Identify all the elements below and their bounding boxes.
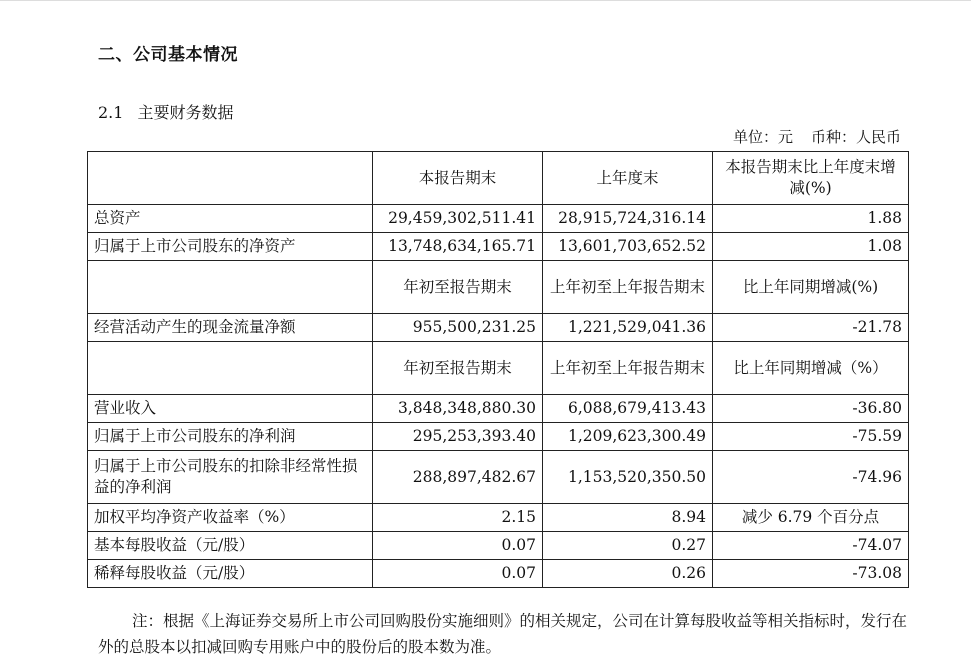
header-cell: 上年初至上年报告期末 — [543, 261, 713, 314]
header-cell: 本报告期末 — [373, 152, 543, 205]
header-empty-cell — [88, 261, 373, 314]
section-title: 二、公司基本情况 — [98, 45, 238, 65]
row-value: -74.07 — [713, 532, 909, 560]
subsection-text: 主要财务数据 — [137, 103, 234, 122]
row-value: 1,209,623,300.49 — [543, 423, 713, 451]
table-row — [88, 532, 909, 560]
header-cell: 上年初至上年报告期末 — [543, 342, 713, 395]
header-row — [88, 261, 909, 314]
row-value: 295,253,393.40 — [373, 423, 543, 451]
row-label: 归属于上市公司股东的净资产 — [88, 233, 373, 261]
table-row — [88, 560, 909, 588]
header-row — [88, 342, 909, 395]
row-value: 0.07 — [373, 560, 543, 588]
subsection-title — [98, 100, 233, 123]
row-value: 1,221,529,041.36 — [543, 314, 713, 342]
row-label: 稀释每股收益（元/股） — [88, 560, 373, 588]
table-row — [88, 205, 909, 233]
row-value: 29,459,302,511.41 — [373, 205, 543, 233]
header-cell: 年初至报告期末 — [373, 342, 543, 395]
row-value: 288,897,482.67 — [373, 451, 543, 504]
row-label: 归属于上市公司股东的净利润 — [88, 423, 373, 451]
header-cell: 比上年同期增减（%） — [713, 342, 909, 395]
header-cell: 上年度末 — [543, 152, 713, 205]
header-cell: 年初至报告期末 — [373, 261, 543, 314]
row-value: -21.78 — [713, 314, 909, 342]
subsection-number: 2.1 — [98, 103, 124, 122]
table-row — [88, 423, 909, 451]
header-cell: 比上年同期增减(%) — [713, 261, 909, 314]
row-value: 0.27 — [543, 532, 713, 560]
unit-label: 单位：元 — [732, 128, 793, 146]
row-value: 0.26 — [543, 560, 713, 588]
row-value: 28,915,724,316.14 — [543, 205, 713, 233]
row-label: 经营活动产生的现金流量净额 — [88, 314, 373, 342]
row-value: 13,601,703,652.52 — [543, 233, 713, 261]
row-value: 6,088,679,413.43 — [543, 395, 713, 423]
unit-currency-line — [733, 126, 901, 147]
header-empty-cell — [88, 152, 373, 205]
row-value: 1.08 — [713, 233, 909, 261]
row-value: 8.94 — [543, 504, 713, 532]
table-row — [88, 504, 909, 532]
row-label: 加权平均净资产收益率（%） — [88, 504, 373, 532]
row-value: 0.07 — [373, 532, 543, 560]
footnote: 注：根据《上海证券交易所上市公司回购股份实施细则》的相关规定，公司在计算每股收益等相关指标时，发行在外的总股本以扣减回购专用账户中的股份后的股本数为准。 — [98, 612, 908, 656]
row-value: 2.15 — [373, 504, 543, 532]
header-row — [88, 152, 909, 205]
currency-label: 币种：人民币 — [810, 128, 901, 146]
row-value: -75.59 — [713, 423, 909, 451]
row-label: 总资产 — [88, 205, 373, 233]
table-row — [88, 395, 909, 423]
row-value: -74.96 — [713, 451, 909, 504]
row-label: 营业收入 — [88, 395, 373, 423]
row-value: -73.08 — [713, 560, 909, 588]
row-value: 减少 6.79 个百分点 — [713, 504, 909, 532]
row-value: 3,848,348,880.30 — [373, 395, 543, 423]
top-divider — [0, 0, 971, 1]
table-row — [88, 314, 909, 342]
row-label: 基本每股收益（元/股） — [88, 532, 373, 560]
header-empty-cell — [88, 342, 373, 395]
financial-data-table — [87, 151, 909, 588]
row-value: -36.80 — [713, 395, 909, 423]
header-cell: 本报告期末比上年度末增减(%) — [713, 152, 909, 205]
table-row — [88, 451, 909, 504]
table-row — [88, 233, 909, 261]
row-value: 1.88 — [713, 205, 909, 233]
row-value: 1,153,520,350.50 — [543, 451, 713, 504]
row-value: 955,500,231.25 — [373, 314, 543, 342]
row-value: 13,748,634,165.71 — [373, 233, 543, 261]
row-label: 归属于上市公司股东的扣除非经常性损益的净利润 — [88, 451, 373, 504]
